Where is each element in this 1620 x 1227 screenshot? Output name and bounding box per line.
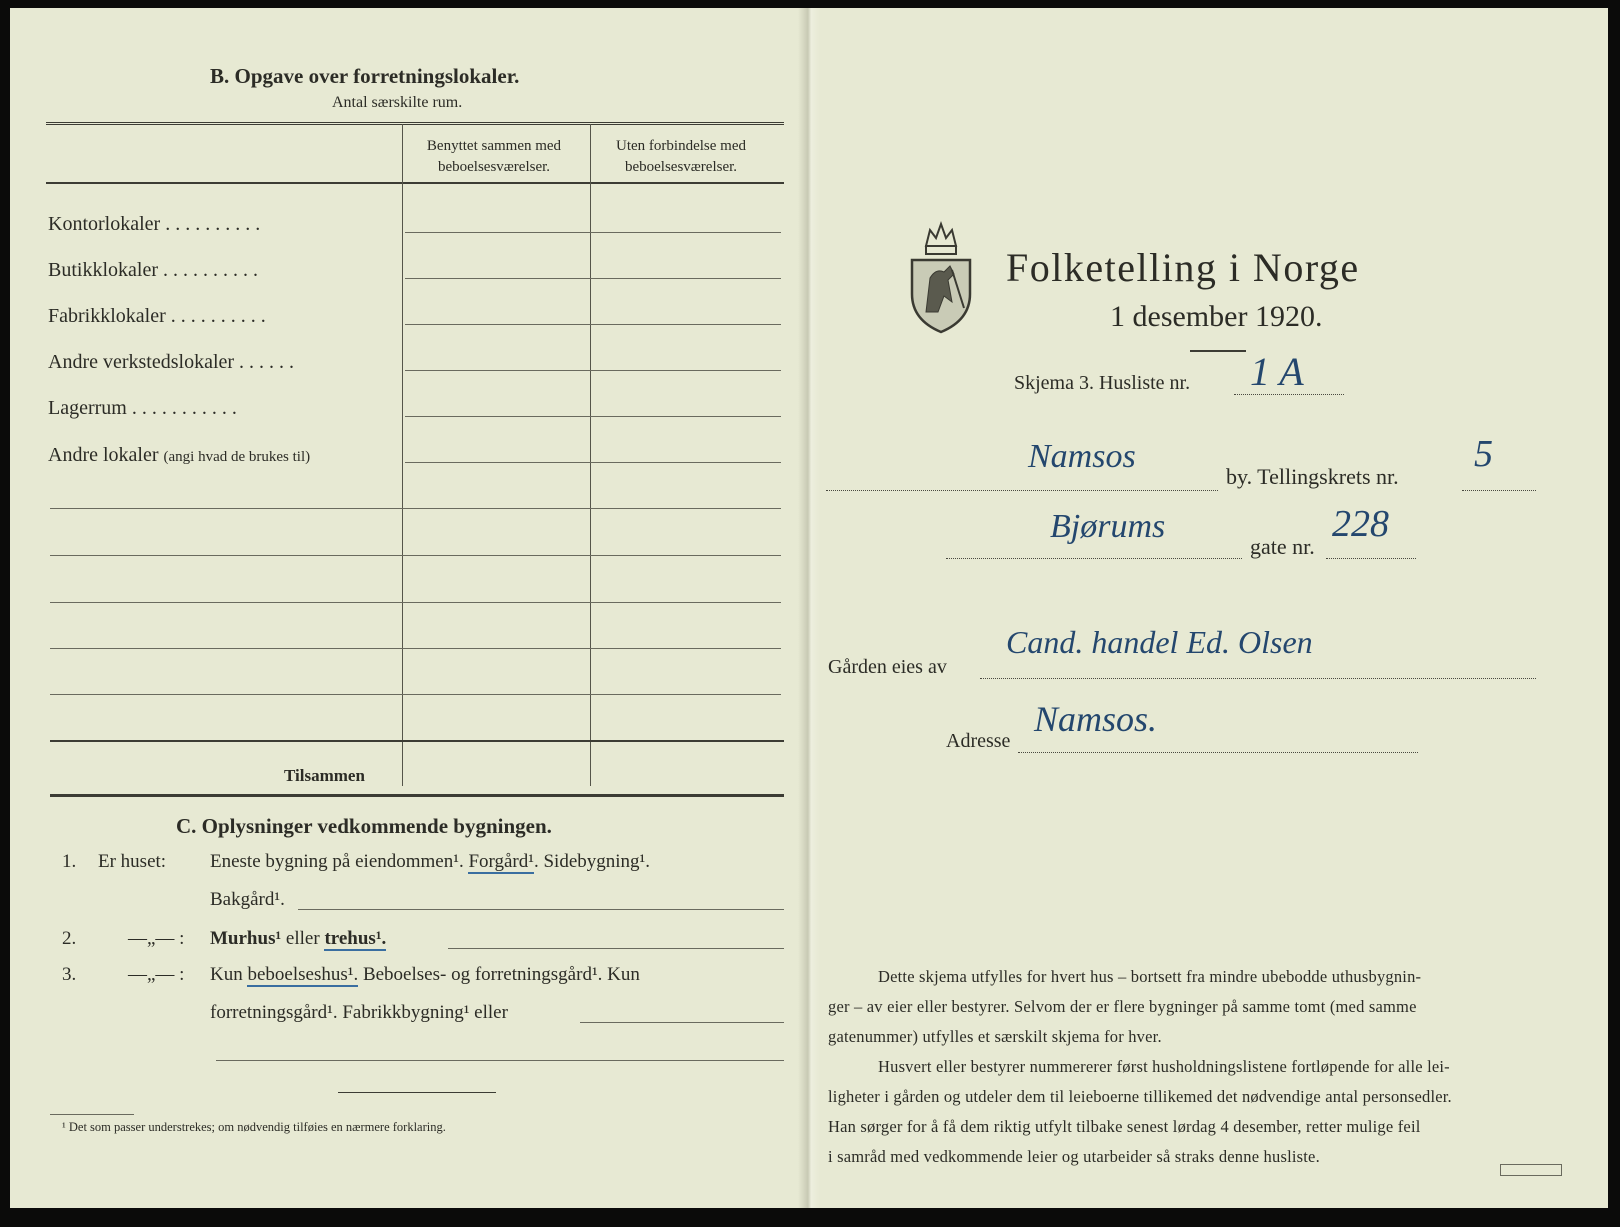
row-rule bbox=[405, 462, 781, 463]
instructions bbox=[828, 962, 1540, 1172]
item-2-lead: —„— : bbox=[128, 928, 185, 949]
tellingskrets-value: 5 bbox=[1474, 433, 1493, 475]
table-top-rule bbox=[46, 122, 784, 125]
instruction-line: gatenummer) utfylles et særskilt skjema for hver. bbox=[828, 1027, 1162, 1046]
column-header-1: Benyttet sammen med beboelsesværelser. bbox=[426, 138, 562, 175]
by-value: Namsos bbox=[1028, 438, 1136, 475]
row-rule bbox=[405, 324, 781, 325]
item-1-number: 1. bbox=[62, 851, 77, 872]
item-3-fill-line-2 bbox=[216, 1060, 784, 1061]
instruction-line: i samråd med vedkommende leier og utarbeider så straks denne husliste. bbox=[828, 1147, 1320, 1166]
item-3-fill-line bbox=[580, 1022, 784, 1023]
item-1-fill-line bbox=[298, 909, 784, 910]
row-label-butikk: Butikklokaler . . . . . . . . . . bbox=[48, 259, 258, 281]
gate-value: Bjørums bbox=[1050, 508, 1166, 545]
table-bottom-rule bbox=[50, 794, 784, 797]
norway-coat-of-arms-icon bbox=[906, 216, 976, 341]
total-label: Tilsammen bbox=[284, 766, 365, 785]
separator-rule bbox=[338, 1092, 496, 1093]
blank-row-rule bbox=[50, 648, 781, 649]
eier-label: Gården eies av bbox=[828, 656, 947, 678]
adresse-label: Adresse bbox=[946, 730, 1011, 752]
item-3-text-cont: forretningsgård¹. Fabrikkbygning¹ eller bbox=[210, 1002, 508, 1023]
instruction-line: Dette skjema utfylles for hvert hus – bortsett fra mindre ubebodde uthusbygnin- bbox=[878, 967, 1422, 986]
skjema-label: Skjema 3. Husliste nr. bbox=[1014, 372, 1191, 394]
instruction-line: ligheter i gården og utdeler dem til leieboerne tillikemed det nødvendige antal personsedler. bbox=[828, 1087, 1452, 1106]
husliste-fill-line bbox=[1234, 394, 1344, 395]
item-3-lead: —„— : bbox=[128, 964, 185, 985]
item-1-text: Eneste bygning på eiendommen¹. Forgård¹. Sidebygning¹. bbox=[210, 851, 650, 872]
row-label-kontor: Kontorlokaler . . . . . . . . . . bbox=[48, 213, 261, 235]
blank-row-rule bbox=[50, 508, 781, 509]
instruction-line: Han sørger for å få dem riktig utfylt tilbake senest lørdag 4 desember, retter mulige feil bbox=[828, 1117, 1421, 1136]
gate-fill-line bbox=[946, 558, 1242, 559]
husliste-number-value: 1 A bbox=[1250, 349, 1304, 394]
item-1-lead: Er huset: bbox=[98, 851, 167, 872]
blank-row-rule bbox=[50, 602, 781, 603]
row-label-verksted: Andre verkstedslokaler . . . . . . bbox=[48, 351, 295, 373]
section-b-subtitle: Antal særskilte rum. bbox=[332, 94, 463, 111]
forgard-underlined: Forgård¹ bbox=[468, 851, 534, 872]
adresse-value: Namsos. bbox=[1034, 699, 1158, 739]
blank-row-rule bbox=[50, 555, 781, 556]
beboelseshus-underlined: beboelseshus¹. bbox=[247, 964, 359, 985]
column-divider-2 bbox=[590, 124, 591, 786]
row-label-fabrikk: Fabrikklokaler . . . . . . . . . . bbox=[48, 305, 266, 327]
row-label-lagerrum: Lagerrum . . . . . . . . . . . bbox=[48, 397, 237, 419]
instruction-line: ger – av eier eller bestyrer. Selvom der er flere bygninger på samme tomt (med samme bbox=[828, 997, 1417, 1016]
footnote-rule bbox=[50, 1114, 134, 1115]
item-3-text: Kun beboelseshus¹. Beboelses- og forretningsgård¹. Kun bbox=[210, 964, 640, 985]
item-3-number: 3. bbox=[62, 964, 77, 985]
eier-fill-line bbox=[980, 678, 1536, 679]
instruction-line: Husvert eller bestyrer nummererer først husholdningslistene fortløpende for alle lei- bbox=[878, 1057, 1450, 1076]
item-1-bakgard: Bakgård¹. bbox=[210, 889, 285, 910]
footnote: ¹ Det som passer understrekes; om nødvendig tilføies en nærmere forklaring. bbox=[62, 1120, 446, 1134]
form-title: Folketelling i Norge bbox=[1006, 245, 1360, 290]
item-2-text: Murhus¹ eller trehus¹. bbox=[210, 928, 387, 949]
column-header-2: Uten forbindelse med beboelsesværelser. bbox=[616, 138, 746, 175]
total-top-rule bbox=[50, 740, 784, 742]
row-rule bbox=[405, 416, 781, 417]
row-label-andre: Andre lokaler (angi hvad de brukes til) bbox=[48, 444, 311, 466]
eier-value: Cand. handel Ed. Olsen bbox=[1006, 624, 1313, 660]
section-c-title: C. Oplysninger vedkommende bygningen. bbox=[176, 814, 552, 838]
by-fill-line bbox=[826, 490, 1218, 491]
row-rule bbox=[405, 370, 781, 371]
by-label: by. Tellingskrets nr. bbox=[1226, 464, 1399, 489]
adresse-fill-line bbox=[1018, 752, 1418, 753]
row-rule bbox=[405, 232, 781, 233]
date-rule bbox=[1190, 350, 1246, 352]
row-rule bbox=[405, 278, 781, 279]
item-2-number: 2. bbox=[62, 928, 77, 949]
gate-label: gate nr. bbox=[1250, 534, 1315, 559]
header-bottom-rule bbox=[46, 182, 784, 184]
printer-mark bbox=[1500, 1164, 1562, 1176]
blank-row-rule bbox=[50, 694, 781, 695]
page-fold bbox=[798, 8, 820, 1208]
column-divider-1 bbox=[402, 124, 403, 786]
krets-fill-line bbox=[1462, 490, 1536, 491]
item-2-fill-line bbox=[448, 948, 784, 949]
trehus-underlined: trehus¹. bbox=[324, 928, 387, 949]
gate-nr-fill-line bbox=[1326, 558, 1416, 559]
census-date: 1 desember 1920. bbox=[1110, 300, 1323, 333]
section-b-title: B. Opgave over forretningslokaler. bbox=[210, 64, 520, 88]
gate-number-value: 228 bbox=[1332, 503, 1389, 545]
census-form-sheet bbox=[10, 8, 1608, 1208]
